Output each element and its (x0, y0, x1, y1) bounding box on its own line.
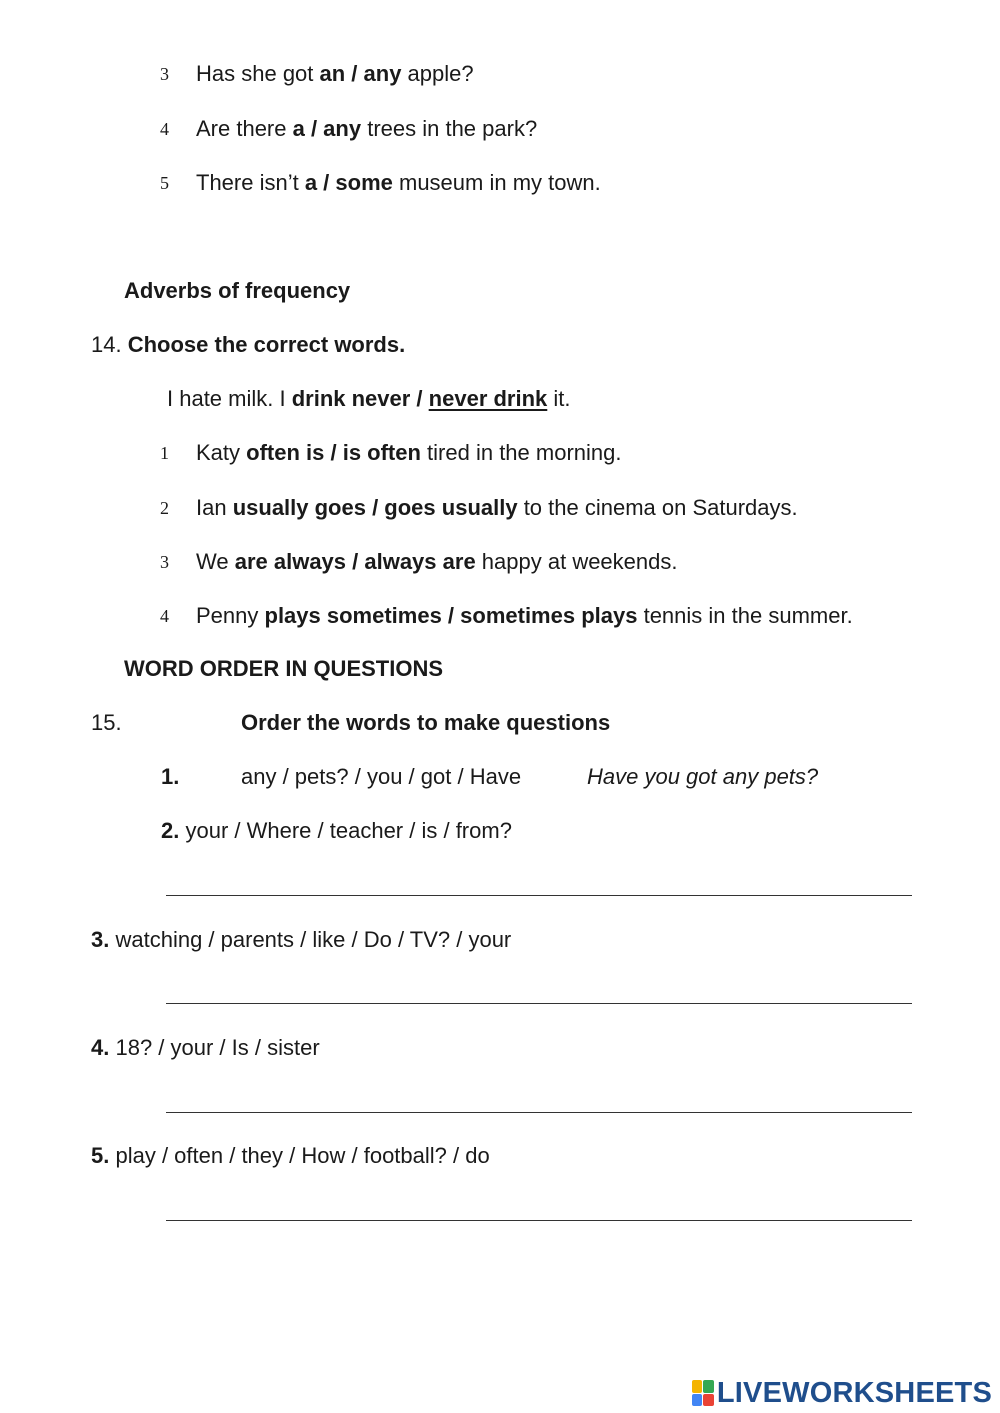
item-text: Has she got (196, 61, 320, 86)
item-text: trees in the park? (361, 116, 538, 141)
choice-option[interactable]: usually goes / goes usually (232, 495, 518, 520)
question-number: 3. (91, 927, 110, 952)
item-number: 3 (160, 552, 169, 572)
scrambled-words: play / often / they / How / football? / do (115, 1143, 490, 1168)
question-number: 2. (161, 818, 180, 843)
item-text: tennis in the summer. (637, 603, 853, 628)
task-instruction: Choose the correct words. (127, 332, 406, 357)
choice-option[interactable]: often is / is often (246, 440, 421, 465)
task-number: 14. (91, 332, 122, 357)
choice-option[interactable]: an / any (319, 61, 402, 86)
question-item (161, 817, 512, 845)
logo-icon (692, 1380, 714, 1406)
item-number: 2 (160, 498, 169, 518)
answer-line[interactable] (166, 1112, 912, 1113)
item-text: Penny (196, 603, 265, 628)
answer-line[interactable] (166, 1003, 912, 1004)
task-title (91, 331, 405, 359)
section-heading: WORD ORDER IN QUESTIONS (124, 656, 444, 681)
question-item (196, 494, 798, 522)
choice-option[interactable]: a / some (304, 170, 393, 195)
scrambled-words: any / pets? / you / got / Have (241, 764, 522, 789)
scrambled-words: watching / parents / like / Do / TV? / your (115, 927, 512, 952)
task-instruction: Order the words to make questions (241, 710, 611, 735)
question-number: 4. (91, 1035, 110, 1060)
question-item (196, 60, 474, 88)
item-text: tired in the morning. (420, 440, 622, 465)
item-text: Are there (196, 116, 293, 141)
choice-option[interactable]: plays sometimes / sometimes plays (264, 603, 638, 628)
example-text: it. (547, 386, 571, 411)
question-item (196, 548, 678, 576)
question-item (91, 1142, 490, 1170)
item-text: Katy (196, 440, 247, 465)
section-heading: Adverbs of frequency (124, 278, 351, 303)
liveworksheets-logo (692, 1377, 992, 1409)
logo-text: LIVEWORKSHEETS (716, 1376, 992, 1409)
item-text: There isn’t (196, 170, 305, 195)
example-text: I hate milk. I (167, 386, 292, 411)
scrambled-words: your / Where / teacher / is / from? (185, 818, 512, 843)
item-text: museum in my town. (392, 170, 601, 195)
question-item (196, 115, 537, 143)
item-number: 5 (160, 173, 169, 193)
item-text: happy at weekends. (475, 549, 678, 574)
question-item (91, 1034, 320, 1062)
item-number: 4 (160, 119, 169, 139)
answer-line[interactable] (166, 1220, 912, 1221)
item-text: We (196, 549, 235, 574)
task-number: 15. (91, 710, 122, 735)
question-number: 5. (91, 1143, 110, 1168)
scrambled-words: 18? / your / Is / sister (115, 1035, 320, 1060)
question-item (196, 602, 853, 630)
choice-option[interactable]: are always / always are (234, 549, 476, 574)
example-sentence (167, 385, 571, 413)
item-number: 4 (160, 606, 169, 626)
answer-line[interactable] (166, 895, 912, 896)
example-correct-option: never drink (428, 386, 548, 411)
item-text: to the cinema on Saturdays. (517, 495, 798, 520)
item-text: apple? (401, 61, 474, 86)
question-item (91, 926, 511, 954)
item-number: 3 (160, 64, 169, 84)
example-answer: Have you got any pets? (587, 764, 819, 789)
question-item (196, 439, 621, 467)
example-wrong-option: drink never / (291, 386, 429, 411)
item-text: Ian (196, 495, 233, 520)
choice-option[interactable]: a / any (292, 116, 362, 141)
item-number: 1 (160, 443, 169, 463)
question-number: 1. (161, 764, 180, 789)
question-item (196, 169, 601, 197)
